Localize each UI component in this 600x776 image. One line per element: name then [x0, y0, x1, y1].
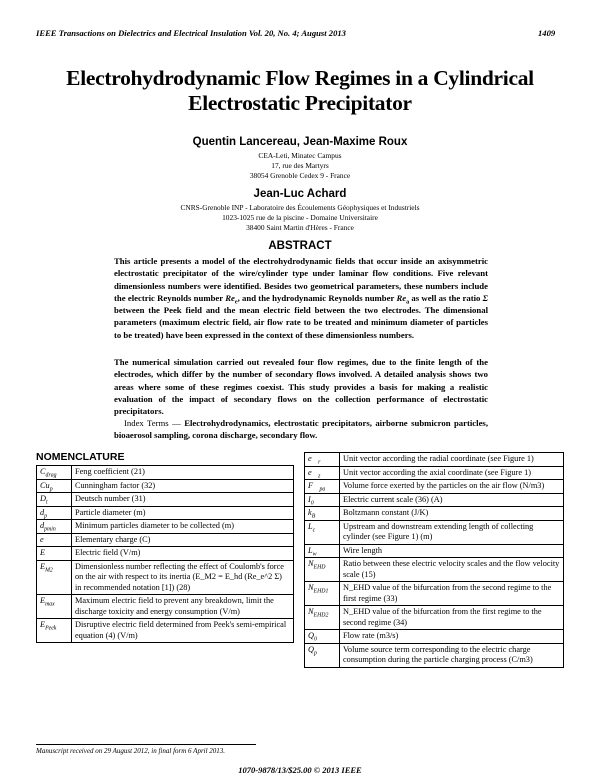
authors-group-2: Jean-Luc Achard [253, 188, 347, 200]
running-header: IEEE Transactions on Dielectrics and Electrical Insulation Vol. 20, No. 4; August 2013 [36, 28, 346, 38]
copyright-line: 1070-9878/13/$25.00 © 2013 IEEE [238, 765, 362, 775]
table-row: $E_{max}$ Maximum electric field to prevent any breakdown, limit the discharge toxicity and energy consumption (V/m) [37, 595, 294, 619]
abstract-paragraph-1: This article presents a model of the electrohydrodynamic fields that occur inside an axisymmetric electrostatic precipitator of the wire/cylinder type under laminar flow conditions. Five relevant dimensionless numbers were identified. Besides two geometrical parameters, these numbers include the electric Reynolds number $Re_e$, and the hydrodynamic Reynolds number $Re_a$ as well as the ratio Σ between the Peek field and the mean electric field between the two electrodes. The dimensional parameters (maximum electric field, air flow rate to be treated and minimum diameter of particles to be treated) have been expressed in the context of these dimensionless numbers. [114, 256, 489, 340]
table-row: $E_{Peek}$ Disruptive electric field determined from Peek's semi-empirical equation (4) (V/m) [37, 619, 294, 643]
affiliation-1: CEA-Leti, Minatec Campus 17, rue des Martyrs 38054 Grenoble Cedex 9 - France [249, 151, 351, 180]
nomenclature-heading: NOMENCLATURE [36, 451, 125, 463]
table-row: $d_p$ Particle diameter (m) [37, 506, 294, 520]
table-row: $E_{M2}$ Dimensionless number reflecting the effect of Coulomb's force on the air with respect to its inertia (E_M2 = E_hd (Re_e^2 Σ) in recommended notation [1]) (28) [37, 560, 294, 595]
table-row: $N_{EHD}$ Ratio between these electric velocity scales and the flow velocity scale (15) [305, 558, 564, 582]
table-row: $k_B$ Boltzmann constant (J/K) [305, 507, 564, 521]
table-row: $N_{EHD2}$ N_EHD value of the bifurcation from the first regime to the second regime (34) [305, 606, 564, 630]
nomenclature-table-left [36, 465, 294, 643]
table-row: $d_{pmin}$ Minimum particles diameter to be collected (m) [37, 520, 294, 534]
table-row: e Elementary charge (C) [37, 533, 294, 547]
table-row: $L_w$ Wire length [305, 544, 564, 558]
footnote: Manuscript received on 29 August 2012, in final form 6 April 2013. [36, 747, 226, 755]
abstract-heading: ABSTRACT [268, 240, 332, 252]
footnote-rule [36, 744, 256, 745]
abstract-paragraph-2: The numerical simulation carried out revealed four flow regimes, due to the finite length of the electrodes, which differ by the number of secondary flows involved. A detailed analysis shows two areas where some of these regimes coexist. This study provides a basis for making a realistic evaluation of the impact of secondary flows on the collection performance of electrostatic precipitators. [114, 357, 488, 417]
paper-title: Electrohydrodynamic Flow Regimes in a Cylindrical Electrostatic Precipitator [66, 66, 534, 115]
table-row: $L_c$ Upstream and downstream extending length of collecting cylinder (see Figure 1) (m) [305, 520, 564, 544]
index-terms: Index Terms — Electrohydrodynamics, electrostatic precipitators, airborne submicron particles, bioaerosol sampling, corona discharge, secondary flow. [114, 418, 488, 441]
authors-group-1: Quentin Lancereau, Jean-Maxime Roux [192, 136, 408, 148]
table-row: $Q_0$ Flow rate (m3/s) [305, 630, 564, 644]
nomenclature-table-right [304, 452, 564, 668]
table-row: $e⃗_z$ Unit vector according the axial coordinate (see Figure 1) [305, 466, 564, 480]
table-row: $Q_p$ Volume source term corresponding to the electric charge consumption during the particle charging process (C/m3) [305, 643, 564, 667]
table-row: $I_0$ Electric current scale (36) (A) [305, 493, 564, 507]
table-row: $D_t$ Deutsch number (31) [37, 493, 294, 507]
table-row: $Cu_p$ Cunningham factor (32) [37, 479, 294, 493]
table-row: $C_{drag}$ Feng coefficient (21) [37, 466, 294, 480]
table-row: E⃗ Electric field (V/m) [37, 547, 294, 561]
table-row: $e⃗_r$ Unit vector according the radial coordinate (see Figure 1) [305, 453, 564, 467]
table-row: $F⃗_{pa}$ Volume force exerted by the particles on the air flow (N/m3) [305, 480, 564, 494]
table-row: $N_{EHD1}$ N_EHD value of the bifurcation from the second regime to the first regime (33) [305, 582, 564, 606]
page-number: 1409 [538, 28, 556, 38]
affiliation-2: CNRS-Grenoble INP - Laboratoire des Écoulements Géophysiques et Industriels 1023-1025 rue de la piscine - Domaine Universitaire 38400 Saint Martin d'Hères - France [180, 203, 420, 232]
